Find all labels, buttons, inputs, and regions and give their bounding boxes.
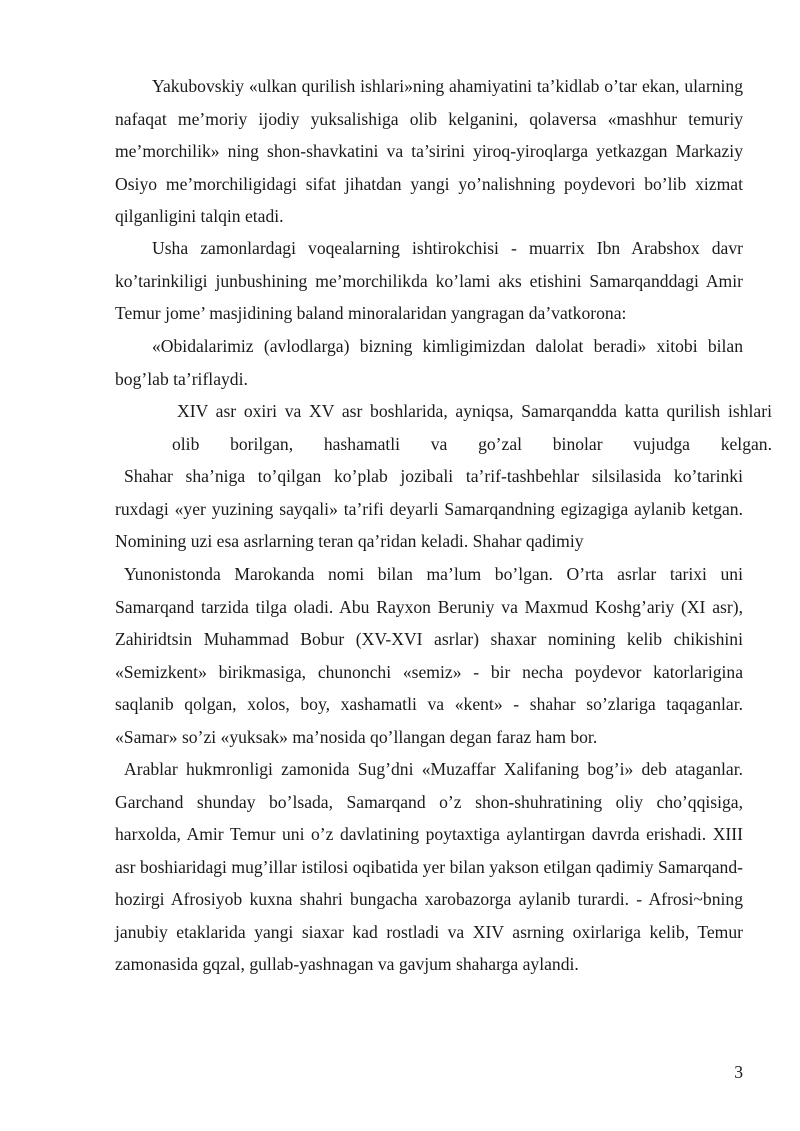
- quote-line-2: olib borilgan, hashamatli va go’zal binolar vujudga kelgan.: [172, 433, 772, 454]
- paragraph-2: Usha zamonlardagi voqealarning ishtirokchisi - muarrix Ibn Arabshox davr ko’tarinkiligi junbushining me’morchilikda ko’lami aks etishini Samarqanddagi Amir Temur jome’ masjidining baland minoralaridan yangragan da’vatkorona:: [115, 238, 743, 323]
- quote-block: [172, 395, 772, 460]
- paragraph-6: Arablar hukmronligi zamonida Sug’dni «Muzaffar Xalifaning bog’i» deb ataganlar. Garchand shunday bo’lsada, Samarqand o’z shon-shuhratining oliy cho’qqisiga, harxolda, Amir Temur uni o’z davlatining poytaxtiga aylantirgan davrda erishadi. XIII asr boshiaridagi mug’illar istilosi oqibatida yer bilan yakson etilgan qadimiy Samarqand-hozirgi Afrosiyob kuxna shahri bungacha xarobazorga aylanib turardi. - Afrosi~bning janubiy etaklarida yangi siaxar kad rostladi va XIV asrning oxirlariga kelib, Temur zamonasida gqzal, gullab-yashnagan va gavjum shaharga aylandi.: [115, 759, 743, 974]
- paragraph-1: Yakubovskiy «ulkan qurilish ishlari»ning ahamiyatini ta’kidlab o’tar ekan, ularning nafaqat me’moriy ijodiy yuksalishiga olib kelganini, qolaversa «mashhur temuriy me’morchilik» ning shon-shavkatini va ta’sirini yiroq-yiroqlarga yetkazgan Markaziy Osiyo me’morchiligidagi sifat jihatdan yangi yo’nalishning poydevori bo’lib xizmat qilganligini talqin etadi.: [115, 76, 743, 226]
- quote-line-1: XIV asr oxiri va XV asr boshlarida, ayniqsa, Samarqandda katta qurilish ishlari: [177, 401, 772, 421]
- paragraph-5: Yunonistonda Marokanda nomi bilan ma’lum bo’lgan. O’rta asrlar tarixi uni Samarqand tarzida tilga oladi. Abu Rayxon Beruniy va Maxmud Koshg’ariy (XI asr), Zahiridtsin Muhammad Bobur (XV-XVI asrlar) shaxar nomining kelib chikishini «Semizkent» birikmasiga, chunonchi «semiz» - bir necha poydevor katorlarigina saqlanib qolgan, xolos, boy, xashamatli va «kent» - shahar so’zlariga taqaganlar. «Samar» so’zi «yuksak» ma’nosida qo’llangan degan faraz ham bor.: [115, 564, 743, 747]
- paragraph-3: «Obidalarimiz (avlodlarga) bizning kimligimizdan dalolat beradi» xitobi bilan bog’lab ta’riflaydi.: [115, 336, 743, 389]
- page-number: 3: [734, 1062, 743, 1082]
- paragraph-4: Shahar sha’niga to’qilgan ko’plab jozibali ta’rif-tashbehlar silsilasida ko’tarinki ruxdagi «yer yuzining sayqali» ta’rifi deyarli Samarqandning egizagiga aylanib ketgan. Nomining uzi esa asrlarning teran qa’ridan keladi. Shahar qadimiy: [115, 466, 743, 551]
